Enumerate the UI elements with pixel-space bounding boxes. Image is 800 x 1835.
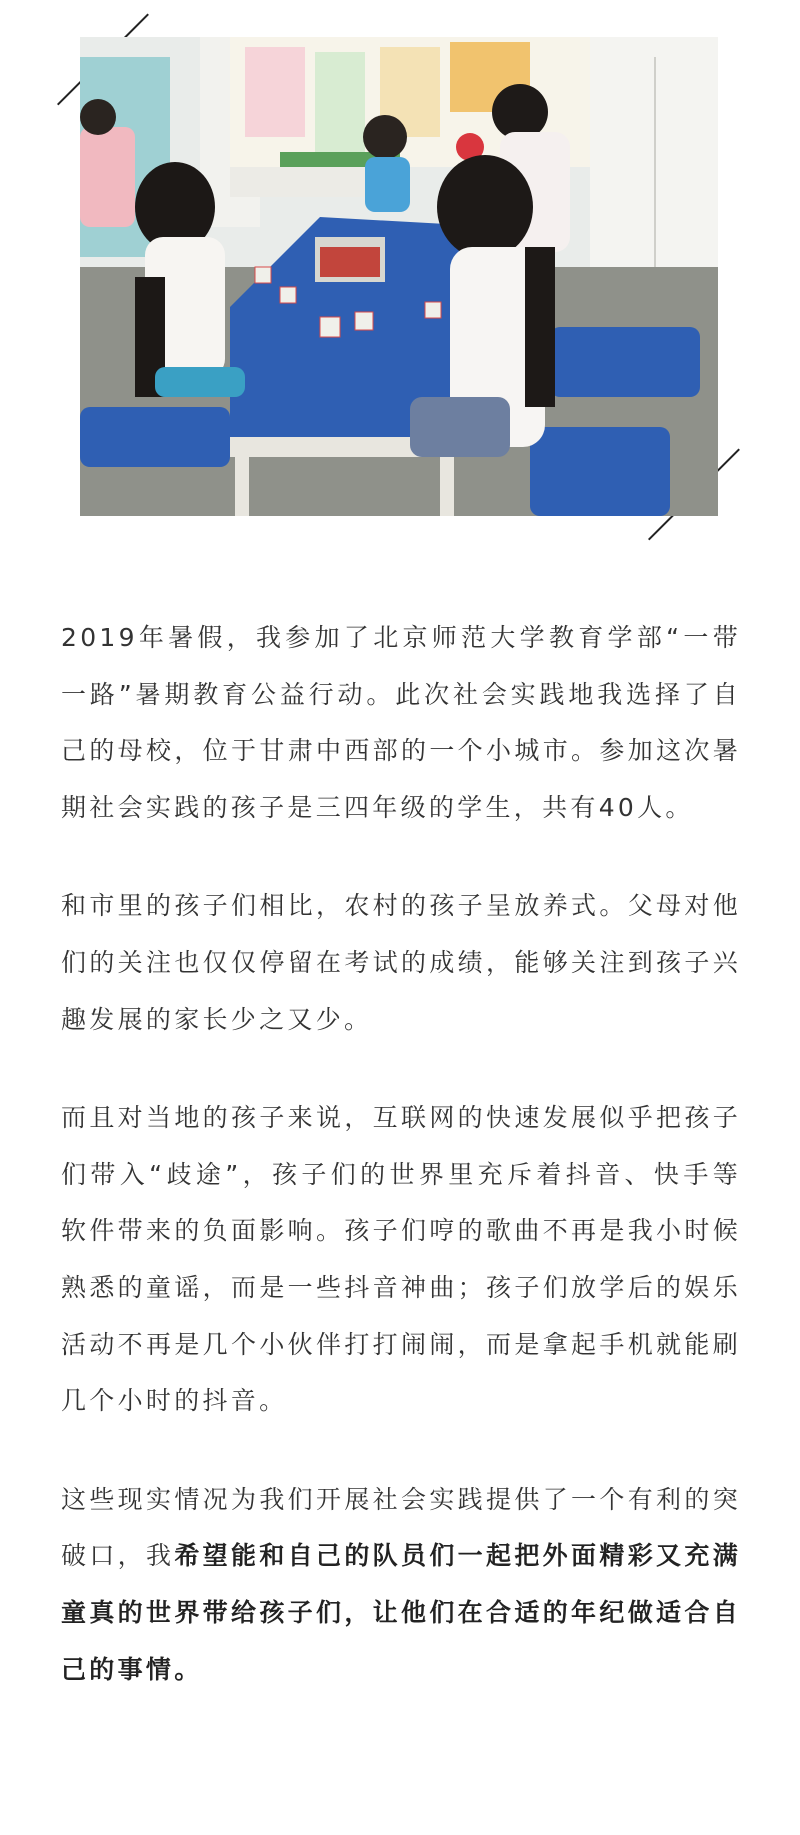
article-paragraph: 而且对当地的孩子来说，互联网的快速发展似乎把孩子们带入“歧途”，孩子们的世界里充斥着抖音、快手等软件带来的负面影响。孩子们哼的歌曲不再是我小时候熟悉的童谣，而是一些抖音神曲；孩子们放学后的娱乐活动不再是几个小伙伴打打闹闹，而是拿起手机就能刷几个小时的抖音。 — [61, 1103, 741, 1416]
article-paragraph: 和市里的孩子们相比，农村的孩子呈放养式。父母对他们的关注也仅仅停留在考试的成绩，能够关注到孩子兴趣发展的家长少之又少。 — [61, 891, 741, 1034]
paragraph-text: 这些现实情况为我们开展社会实践提供了一个有利的突破口，我 — [61, 1484, 741, 1571]
photo-frame — [57, 14, 742, 539]
article-body — [61, 610, 741, 1740]
classroom-photo — [80, 37, 718, 516]
paragraph-bold-text: 希望能和自己的队员们一起把外面精彩又充满童真的世界带给孩子们，让他们在合适的年纪做适合自己的事情。 — [61, 1541, 741, 1684]
article-paragraph — [61, 1472, 741, 1698]
article-paragraph: 2019年暑假，我参加了北京师范大学教育学部“一带一路”暑期教育公益行动。此次社会实践地我选择了自己的母校，位于甘肃中西部的一个小城市。参加这次暑期社会实践的孩子是三四年级的学生，共有40人。 — [61, 623, 741, 822]
classroom-photo-illustration — [80, 37, 718, 516]
